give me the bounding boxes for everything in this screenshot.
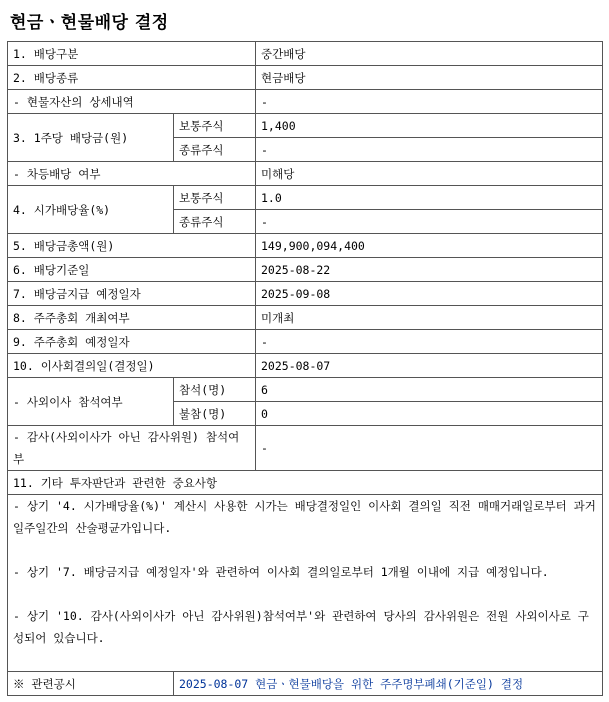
row-label: - 차등배당 여부 — [8, 162, 256, 186]
related-label: ※ 관련공시 — [8, 672, 174, 696]
table-row — [8, 66, 603, 90]
row-label: 2. 배당종류 — [8, 66, 256, 90]
row-label: 4. 시가배당율(%) — [8, 186, 174, 234]
table-row — [8, 42, 603, 66]
row-sublabel: 종류주식 — [174, 138, 256, 162]
row-value: 1.0 — [256, 186, 603, 210]
row-sublabel: 불참(명) — [174, 402, 256, 426]
row-sublabel: 보통주식 — [174, 114, 256, 138]
row-label: - 현물자산의 상세내역 — [8, 90, 256, 114]
table-row — [8, 306, 603, 330]
table-row — [8, 330, 603, 354]
table-row — [8, 258, 603, 282]
table-row — [8, 234, 603, 258]
table-row — [8, 471, 603, 495]
page-title: 현금ㆍ현물배당 결정 — [10, 13, 169, 33]
row-value: - — [256, 138, 603, 162]
row-value: 2025-08-07 — [256, 354, 603, 378]
row-value: - — [256, 330, 603, 354]
table-row — [8, 90, 603, 114]
table-row — [8, 282, 603, 306]
remark-text: - 상기 '7. 배당금지급 예정일자'와 관련하여 이사회 결의일로부터 1개월 이내에 지급 예정입니다. — [13, 565, 549, 579]
row-value: 1,400 — [256, 114, 603, 138]
table-row — [8, 378, 603, 402]
remarks-cell — [8, 495, 603, 672]
row-value: 현금배당 — [256, 66, 603, 90]
table-row — [8, 495, 603, 672]
table-row — [8, 354, 603, 378]
row-sublabel: 종류주식 — [174, 210, 256, 234]
row-label: 6. 배당기준일 — [8, 258, 256, 282]
row-label: 11. 기타 투자판단과 관련한 중요사항 — [8, 471, 603, 495]
row-sublabel: 보통주식 — [174, 186, 256, 210]
row-value: 2025-09-08 — [256, 282, 603, 306]
remark-text: - 상기 '4. 시가배당율(%)' 계산시 사용한 시가는 배당결정일인 이사회 결의일 직전 매매거래일로부터 과거 일주일간의 산술평균가입니다. — [13, 499, 596, 535]
row-label: 8. 주주총회 개최여부 — [8, 306, 256, 330]
remark-text: - 상기 '10. 감사(사외이사가 아닌 감사위원)참석여부'와 관련하여 당사의 감사위원은 전원 사외이사로 구성되어 있습니다. — [13, 609, 589, 645]
row-label: 9. 주주총회 예정일자 — [8, 330, 256, 354]
row-sublabel: 참석(명) — [174, 378, 256, 402]
row-value: 미개최 — [256, 306, 603, 330]
row-label: 5. 배당금총액(원) — [8, 234, 256, 258]
row-value: - — [256, 426, 603, 471]
row-value: 0 — [256, 402, 603, 426]
table-row — [8, 114, 603, 138]
row-value: - — [256, 90, 603, 114]
row-value: 6 — [256, 378, 603, 402]
row-label: 10. 이사회결의일(결정일) — [8, 354, 256, 378]
row-value: 2025-08-22 — [256, 258, 603, 282]
row-value: 중간배당 — [256, 42, 603, 66]
table-row — [8, 672, 603, 696]
row-label: 7. 배당금지급 예정일자 — [8, 282, 256, 306]
related-disclosure-link[interactable]: 2025-08-07 현금ㆍ현물배당을 위한 주주명부폐쇄(기준일) 결정 — [174, 672, 603, 696]
row-value: 미해당 — [256, 162, 603, 186]
row-label: - 사외이사 참석여부 — [8, 378, 174, 426]
row-value: - — [256, 210, 603, 234]
row-label: - 감사(사외이사가 아닌 감사위원) 참석여부 — [8, 426, 256, 471]
table-row — [8, 426, 603, 471]
row-value: 149,900,094,400 — [256, 234, 603, 258]
row-label: 1. 배당구분 — [8, 42, 256, 66]
table-row — [8, 186, 603, 210]
table-row — [8, 162, 603, 186]
row-label: 3. 1주당 배당금(원) — [8, 114, 174, 162]
disclosure-table — [7, 41, 603, 696]
